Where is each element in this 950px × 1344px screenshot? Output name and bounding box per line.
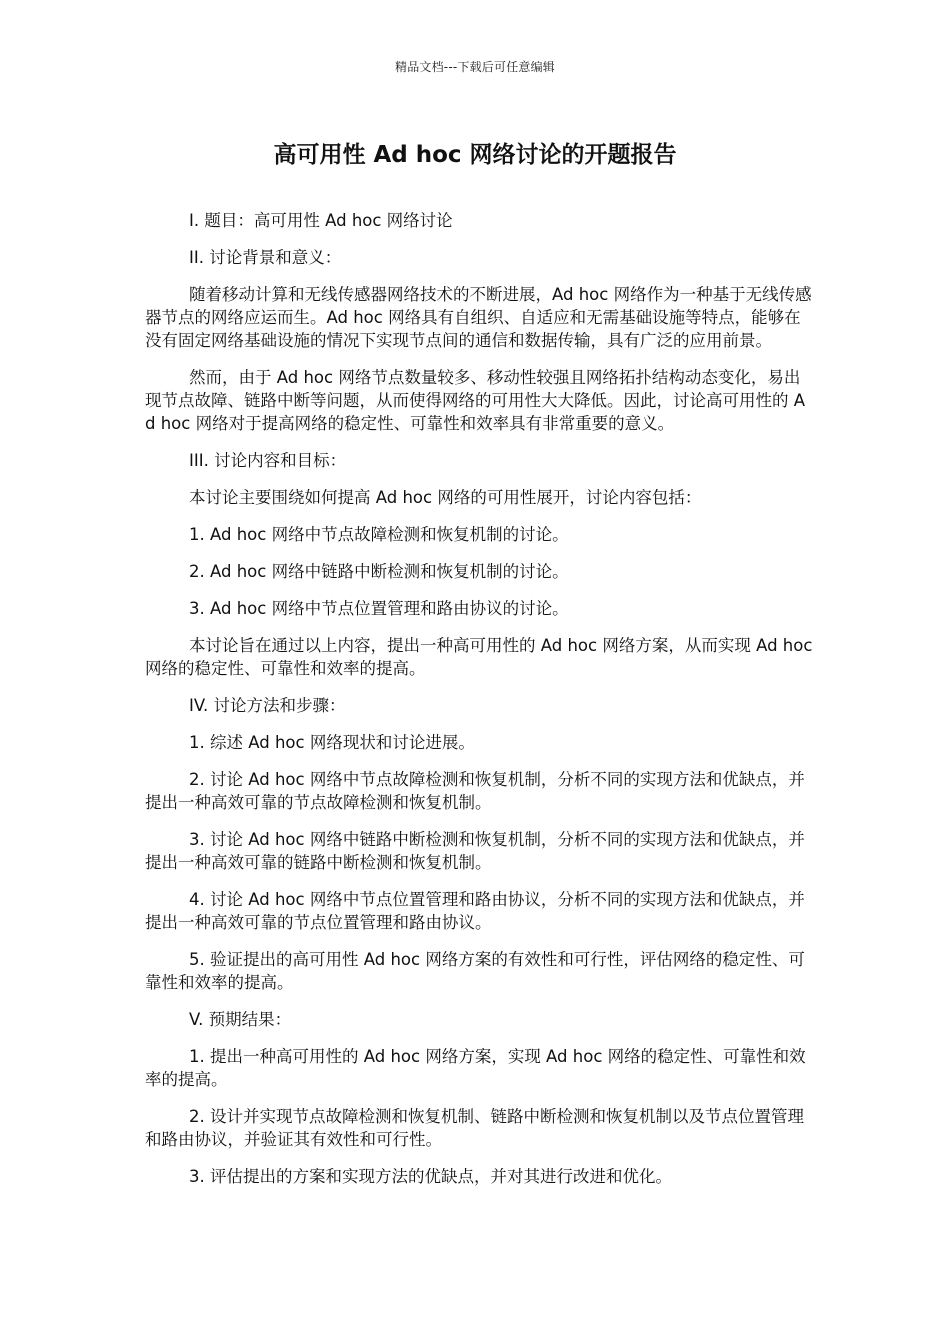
section-topic: I. 题目：高可用性 Ad hoc 网络讨论 <box>189 211 453 230</box>
document-title: 高可用性 Ad hoc 网络讨论的开题报告 <box>273 142 677 168</box>
method-step-4: 4. 讨论 Ad hoc 网络中节点位置管理和路由协议，分析不同的实现方法和优缺点，并提出一种高效可靠的节点位置管理和路由协议。 <box>145 890 805 932</box>
method-step-3: 3. 讨论 Ad hoc 网络中链路中断检测和恢复机制，分析不同的实现方法和优缺点，并提出一种高效可靠的链路中断检测和恢复机制。 <box>145 830 805 872</box>
header-note: 精品文档---下载后可任意编辑 <box>395 60 555 74</box>
paragraph-background-2: 然而，由于 Ad hoc 网络节点数量较多、移动性较强且网络拓扑结构动态变化，易出现节点故障、链路中断等问题，从而使得网络的可用性大大降低。因此，讨论高可用性的 Ad hoc 网络对于提高网络的稳定性、可靠性和效率具有非常重要的意义。 <box>145 368 806 433</box>
method-step-1: 1. 综述 Ad hoc 网络现状和讨论进展。 <box>189 733 475 752</box>
document-body <box>145 209 815 1202</box>
section-heading-method: IV. 讨论方法和步骤： <box>189 696 346 715</box>
section-heading-results: V. 预期结果： <box>189 1010 292 1029</box>
content-item-1: 1. Ad hoc 网络中节点故障检测和恢复机制的讨论。 <box>189 525 569 544</box>
method-step-2: 2. 讨论 Ad hoc 网络中节点故障检测和恢复机制，分析不同的实现方法和优缺点，并提出一种高效可靠的节点故障检测和恢复机制。 <box>145 770 805 812</box>
result-item-1: 1. 提出一种高可用性的 Ad hoc 网络方案，实现 Ad hoc 网络的稳定性、可靠性和效率的提高。 <box>145 1047 806 1089</box>
section-heading-background: II. 讨论背景和意义： <box>189 248 342 267</box>
method-step-5: 5. 验证提出的高可用性 Ad hoc 网络方案的有效性和可行性，评估网络的稳定性、可靠性和效率的提高。 <box>145 950 805 992</box>
content-item-2: 2. Ad hoc 网络中链路中断检测和恢复机制的讨论。 <box>189 562 569 581</box>
content-item-3: 3. Ad hoc 网络中节点位置管理和路由协议的讨论。 <box>189 599 569 618</box>
result-item-3: 3. 评估提出的方案和实现方法的优缺点，并对其进行改进和优化。 <box>189 1167 672 1186</box>
paragraph-content-intro: 本讨论主要围绕如何提高 Ad hoc 网络的可用性展开，讨论内容包括： <box>189 488 702 507</box>
section-heading-content: III. 讨论内容和目标： <box>189 451 347 470</box>
result-item-2: 2. 设计并实现节点故障检测和恢复机制、链路中断检测和恢复机制以及节点位置管理和路由协议，并验证其有效性和可行性。 <box>145 1107 804 1149</box>
paragraph-background-1: 随着移动计算和无线传感器网络技术的不断进展，Ad hoc 网络作为一种基于无线传感器节点的网络应运而生。Ad hoc 网络具有自组织、自适应和无需基础设施等特点，能够在没有固定网络基础设施的情况下实现节点间的通信和数据传输，具有广泛的应用前景。 <box>145 285 812 350</box>
paragraph-goal: 本讨论旨在通过以上内容，提出一种高可用性的 Ad hoc 网络方案，从而实现 Ad hoc 网络的稳定性、可靠性和效率的提高。 <box>145 636 813 678</box>
